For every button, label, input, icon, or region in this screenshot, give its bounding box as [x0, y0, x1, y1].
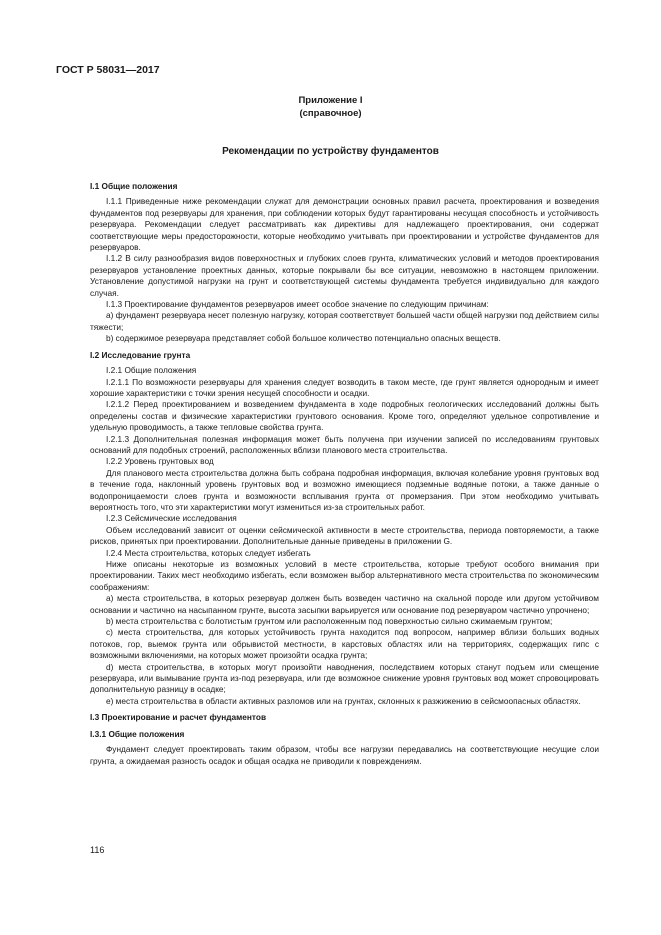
document-header: ГОСТ Р 58031—2017: [56, 64, 160, 76]
paragraph: Ниже описаны некоторые из возможных условий в месте строительства, которые требуют особого внимания при проектировании. Таких мест необходимо избегать, если возможен выбор альтернативного места строительства по экономическим соображениям:: [90, 559, 599, 592]
section-heading: I.3 Проектирование и расчет фундаментов: [90, 712, 267, 723]
paragraph: I.2.1.1 По возможности резервуары для хранения следует возводить в таком месте, где грунт является однородным и имеет хорошие характеристики с точки зрения несущей способности и осадки.: [90, 376, 599, 398]
paragraph: I.1.2 В силу разнообразия видов поверхностных и глубоких слоев грунта, климатических условий и методов проектирования резервуаров установление проектных данных, которые покрывали бы все ситуации, невозможно в настоящем приложении. Установление допустимой нагрузки на грунт и соответствующей системы фундамента требуется индивидуально для каждого случая.: [90, 253, 599, 298]
section-heading: I.2 Исследование грунта: [90, 349, 191, 360]
subsection-heading: I.3.1 Общие положения: [90, 728, 185, 739]
section-heading: I.1 Общие положения: [90, 181, 178, 191]
document-body: [90, 176, 599, 767]
paragraph: е) места строительства в области активных разломов или на грунтах, склонных к разжижению в сейсмоопасных областях.: [106, 695, 581, 706]
paragraph: I.2.1.2 Перед проектированием и возведением фундамента в ходе подробных геологических исследований должны быть определены состав и физические характеристики грунтового основания. Кроме того, определяют удельное сопротивление и удельную проводимость, а также тепловые свойства грунта.: [90, 399, 599, 433]
paragraph: I.2.3 Сейсмические исследования: [106, 513, 237, 524]
paragraph: I.2.1 Общие положения: [106, 365, 197, 376]
paragraph: с) места строительства, для которых устойчивость грунта находится под вопросом, например вблизи больших водных потоков, гор, выемок грунта или обрывистой местности, в карстовых областях или на территориях, содержащих гипс с возможными включениями, на которых может произойти осадка грунта;: [90, 627, 599, 661]
paragraph: b) содержимое резервуара представляет собой большое количество потенциально опасных веществ.: [106, 333, 501, 344]
paragraph: d) места строительства, в которых могут произойти наводнения, последствием которых станут подъем или смещение резервуара, или вымывание грунта из-под резервуара, или где возможное снижение уровня грунтовых вод может спровоцировать дополнительную разницу в осадке;: [90, 661, 599, 695]
main-title: Рекомендации по устройству фундаментов: [222, 146, 439, 157]
page-number: 116: [90, 845, 105, 855]
paragraph: Объем исследований зависит от оценки сейсмической активности в месте строительства, периода повторяемости, а также рисков, принятых при проектировании. Дополнительные данные приведены в приложении G.: [90, 524, 599, 547]
paragraph: I.2.1.3 Дополнительная полезная информация может быть получена при изучении записей по исследованиям грунтовых оснований для подобных строений, расположенных вблизи планового места строительства.: [90, 433, 599, 455]
appendix-title: Приложение I: [298, 95, 363, 106]
paragraph: I.2.4 Места строительства, которых следует избегать: [106, 547, 311, 558]
paragraph: I.1.1 Приведенные ниже рекомендации служат для демонстрации основных правил расчета, проектирования и возведения фундаментов под резервуары для хранения, при соблюдении которых будут гарантированы несущая способность и устойчивость резервуара. Рекомендации следует рассматривать как директивы для надлежащего проектирования, они содержат соответствующие меры предосторожности, которые необходимо учитывать при проектировании и устройстве фундаментов для резервуаров.: [90, 196, 599, 253]
paragraph: I.1.3 Проектирование фундаментов резервуаров имеет особое значение по следующим причинам:: [106, 299, 489, 310]
paragraph: Для планового места строительства должна быть собрана подробная информация, включая колебание уровня грунтовых вод в течение года, наклонный уровень грунтовых вод и возможно имеющиеся подземные водяные потоки, а также данные о водопроницаемости слоев грунта и возможности всплывания грунта от промерзания. При этом необходимо учитывать вероятность того, что эти характеристики могут измениться из-за строительных работ.: [90, 467, 599, 512]
paragraph: а) фундамент резервуара несет полезную нагрузку, которая соответствует большей части общей нагрузки под действием силы тяжести;: [90, 310, 599, 332]
paragraph: I.2.2 Уровень грунтовых вод: [106, 456, 214, 467]
paragraph: Фундамент следует проектировать таким образом, чтобы все нагрузки передавались на соответствующие несущие слои грунта, а ожидаемая разность осадок и общая осадка не приводили к повреждениям.: [90, 744, 599, 766]
paragraph: b) места строительства с болотистым грунтом или расположенным под поверхностью сильно сжимаемым грунтом;: [106, 616, 553, 627]
paragraph: а) места строительства, в которых резервуар должен быть возведен частично на скальной породе или другом устойчивом основании и частично на насыпанном грунте, высота засыпки варьируется или основание под резервуаром частично упрочнено;: [90, 593, 599, 615]
appendix-subtitle: (справочное): [299, 108, 362, 119]
